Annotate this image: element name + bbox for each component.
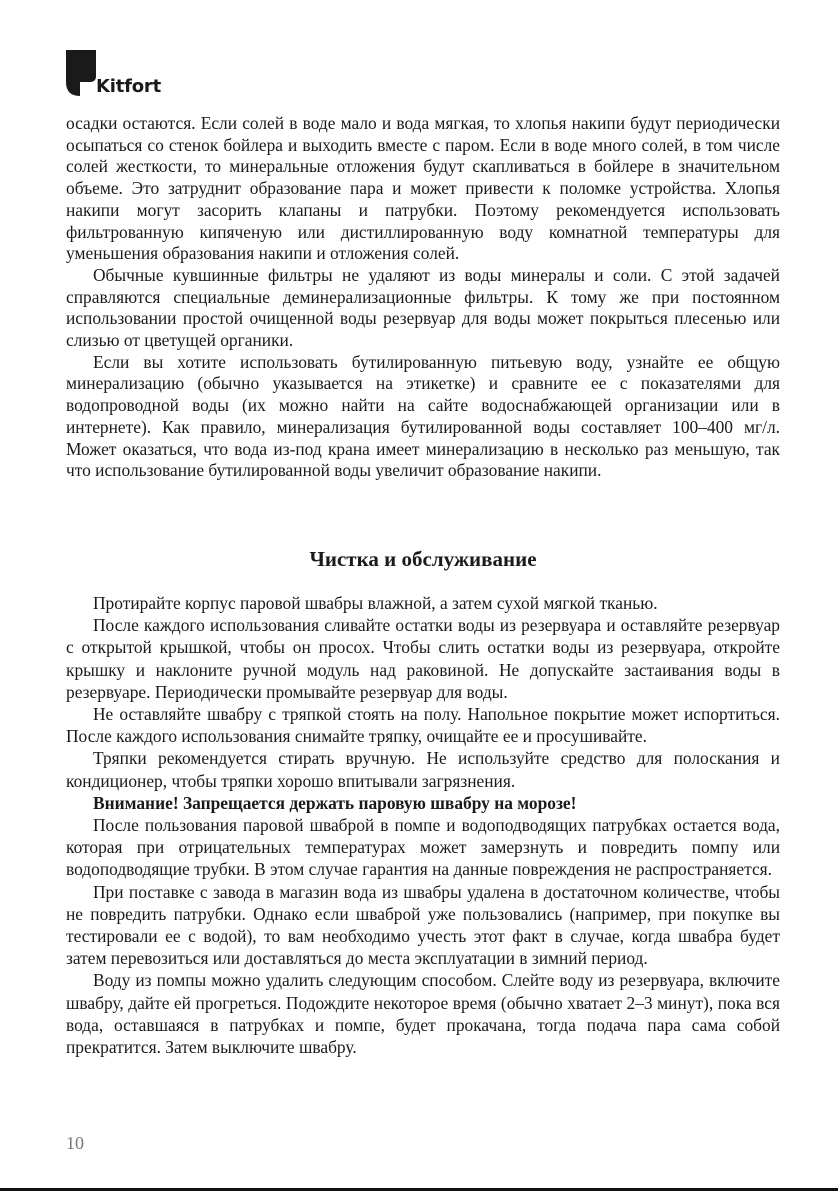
section-body — [66, 592, 780, 1058]
section-title: Чистка и обслуживание — [309, 547, 537, 571]
intro-text — [66, 113, 780, 482]
intro-paragraph-3: Если вы хотите использовать бутилированную питьевую воду, узнайте ее общую минерализацию (обычно указывается на этикетке) и сравните ее с показателями для водопроводной воды (их можно найти на сайте водоснабжающей организации или в интернете). Как правило, минерализация бутилированной воды составляет 100–400 мг/л. Может оказаться, что вода из-под крана имеет минерализацию в несколько раз меньшую, так что использование бутилированной воды увеличит образование накипи. — [66, 351, 780, 481]
section-paragraph-2: После каждого использования сливайте остатки воды из резервуара и оставляйте резервуар с открытой крышкой, чтобы он просох. Чтобы слить остатки воды из резервуара, откройте крышку и наклоните ручной модуль над раковиной. Не допускайте застаивания воды в резервуаре. Периодически промывайте резервуар для воды. — [66, 615, 780, 702]
brand-name: Kitfort — [96, 76, 162, 97]
intro-paragraph-1: осадки остаются. Если солей в воде мало и вода мягкая, то хлопья накипи будут периодически осыпаться со стенок бойлера и выходить вместе с паром. Если в воде много солей, в том числе солей жесткости, то минеральные отложения будут скапливаться в бойлере в значительном объеме. Это затруднит образование пара и может привести к поломке устройства. Хлопья накипи могут засорить клапаны и патрубки. Поэтому рекомендуется использовать фильтрованную кипяченую или дистиллированную воду комнатной температуры для уменьшения образования накипи и отложения солей. — [66, 113, 780, 264]
section-paragraph-3: Не оставляйте швабру с тряпкой стоять на полу. Напольное покрытие может испортиться. После каждого использования снимайте тряпку, очищайте ее и просушивайте. — [66, 704, 780, 747]
section-paragraph-6: При поставке с завода в магазин вода из швабры удалена в достаточном количестве, чтобы не повредить патрубки. Однако если шваброй уже пользовались (например, при покупке вы тестировали ее с водой), то вам необходимо учесть этот факт в случае, когда швабра будет затем перевозиться или доставляться до места эксплуатации в зимний период. — [66, 881, 780, 969]
brand-logo — [66, 50, 161, 96]
intro-paragraph-2: Обычные кувшинные фильтры не удаляют из воды минералы и соли. С этой задачей справляются специальные деминерализационные фильтры. К тому же при постоянном использовании простой очищенной воды резервуар для воды может покрыться плесенью или слизью от цветущей органики. — [66, 264, 780, 351]
section-paragraph-4: Тряпки рекомендуется стирать вручную. Не используйте средство для полоскания и кондиционер, чтобы тряпки хорошо впитывали загрязнения. — [66, 748, 780, 791]
section-paragraph-5: После пользования паровой шваброй в помпе и водоподводящих патрубках остается вода, которая при отрицательных температурах может замерзнуть и повредить помпу или водоподводящие трубки. В этом случае гарантия на данные повреждения не распространяется. — [66, 815, 780, 880]
section-paragraph-7: Воду из помпы можно удалить следующим способом. Слейте воду из резервуара, включите швабру, дайте ей прогреться. Подождите некоторое время (обычно хватает 2–3 минут), пока вся вода, оставшаяся в патрубках и помпе, будет прокачана, тогда подача пара сама собой прекратится. Затем выключите швабру. — [66, 970, 780, 1058]
warning-text: Внимание! Запрещается держать паровую швабру на морозе! — [93, 792, 577, 813]
kitfort-logo-icon — [66, 50, 96, 96]
page-number: 10 — [66, 1133, 84, 1153]
section-paragraph-1: Протирайте корпус паровой швабры влажной, а затем сухой мягкой тканью. — [93, 593, 658, 613]
